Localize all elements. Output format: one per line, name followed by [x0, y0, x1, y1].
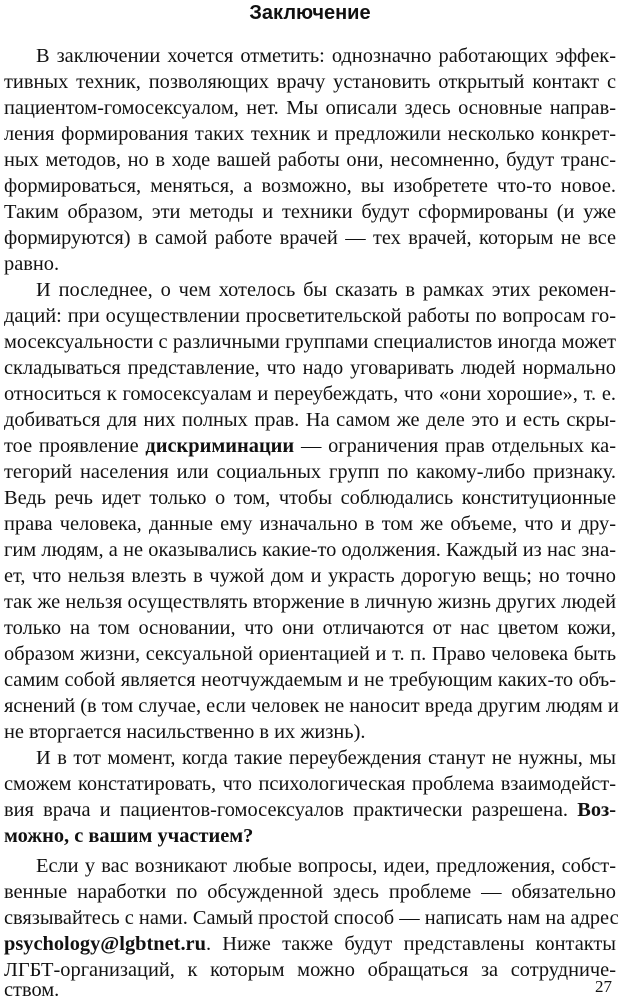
text-line: И в тот момент, когда такие переубеждения станут не нужны, мы [36, 747, 616, 769]
text-line: яснений (в том случае, если человек не наносит вреда другим людям и [4, 695, 619, 717]
text-line: так же нельзя осуществлять вторжение в личную жизнь других людей [4, 591, 616, 613]
text-line: формироваться, меняться, а возможно, вы изобретете что-то новое. [4, 175, 616, 197]
text-line: самим собой является неотчуждаемым и не требующим каких-то объ- [4, 669, 616, 691]
emphasis-term: дискриминации [145, 435, 295, 457]
text-line: тивных техник, позволяющих врачу установить открытый контакт с [4, 71, 616, 93]
text-line: формируются) в самой работе врачей — тех врачей, которым не все [4, 227, 616, 249]
text-line: складываться представление, что надо уговаривать людей нормально [4, 357, 616, 379]
text-line: даций: при осуществлении просветительской работы по вопросам го- [4, 305, 616, 327]
text-line: ет, что нельзя влезть в чужой дом и украсть дорогую вещь; но точно [4, 565, 616, 587]
text-line [4, 932, 616, 956]
text-line: равно. [4, 253, 60, 275]
text-segment: вия врача и пациентов-гомосексуалов практически разрешена. [4, 799, 578, 821]
text-line: И последнее, о чем хотелось бы сказать в рамках этих рекомен- [36, 279, 616, 301]
text-line: связывайтесь с нами. Самый простой способ — написать нам на адрес [4, 907, 619, 929]
text-line: права человека, данные ему изначально в том же объеме, что и дру- [4, 513, 616, 535]
text-line: добиваться для них полных прав. На самом же деле это и есть скры- [4, 409, 616, 431]
text-line: относиться к гомосексуалам и переубеждать, что «они хорошие», т. е. [4, 383, 616, 405]
text-line: образом жизни, сексуальной ориентацией и т. п. Право человека быть [4, 643, 616, 665]
text-line [4, 824, 616, 848]
text-line: ЛГБТ-организаций, к которым можно обращаться за сотрудниче- [4, 959, 616, 981]
text-line: В заключении хочется отметить: однозначно работающих эффек- [36, 45, 616, 67]
text-line: мосексуальности с различными группами специалистов иногда может [4, 331, 616, 353]
text-line: венные наработки по обсужденной здесь проблеме — обязательно [4, 881, 616, 903]
text-segment: тое проявление [4, 435, 146, 457]
text-line [4, 434, 616, 458]
text-segment: . Ниже также будут представлены контакты [205, 933, 616, 955]
text-line: гим людям, а не оказывались какие-то одолжения. Каждый из нас зна- [4, 539, 616, 561]
text-line: сможем констатировать, что психологическая проблема взаимодейст- [4, 773, 616, 795]
text-line: Если у вас возникают любые вопросы, идеи, предложения, собст- [36, 855, 616, 877]
text-line: пациентом-гомосексуалом, нет. Мы описали здесь основные направ- [4, 97, 616, 119]
text-line: Таким образом, эти методы и техники будут сформированы (и уже [4, 201, 616, 223]
text-segment: — ограничения прав отдельных ка- [294, 435, 616, 457]
text-line: только на том основании, что они отличаются от нас цветом кожи, [4, 617, 616, 639]
contact-email: psychology@lgbtnet.ru [4, 933, 206, 955]
text-line: не вторгается насильственно в их жизнь). [4, 721, 366, 743]
text-line: Ведь речь идет только о том, чтобы соблюдались конституционные [4, 487, 616, 509]
page-number: 27 [595, 977, 612, 996]
emphasis-phrase: можно, с вашим участием? [4, 825, 254, 847]
emphasis-phrase: Воз- [577, 799, 616, 821]
text-line: ления формирования таких техник и предложили несколько конкрет- [4, 123, 616, 145]
text-line [4, 798, 616, 822]
text-line: ством. [4, 979, 60, 1001]
text-line: ных методов, но в ходе вашей работы они, несомненно, будут транс- [4, 149, 616, 171]
text-line: тегорий населения или социальных групп по какому-либо признаку. [4, 461, 616, 483]
page-title: Заключение [249, 2, 371, 24]
